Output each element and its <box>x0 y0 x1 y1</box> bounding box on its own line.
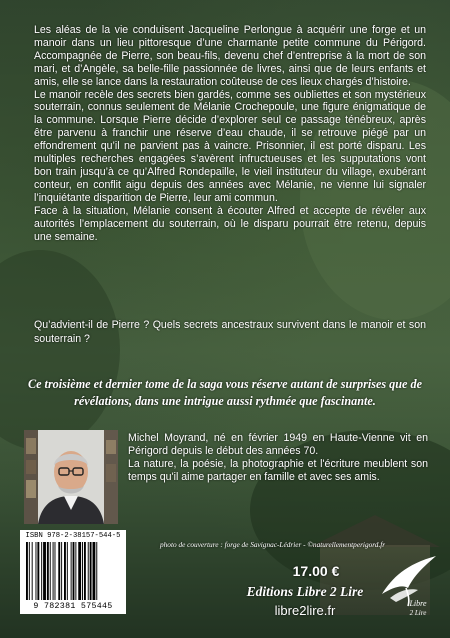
barcode-digits: 9 782381 575445 <box>33 602 113 611</box>
tagline: Ce troisième et dernier tome de la saga vous réserve autant de surprises que de révélations, dans une intrigue aussi rythmée que fascinante. <box>27 377 423 408</box>
barcode-bar <box>64 542 66 600</box>
barcode-bar <box>26 542 28 600</box>
barcode-bar <box>75 542 76 600</box>
barcode-bar <box>43 542 46 600</box>
synopsis-paragraph-3: Face à la situation, Mélanie consent à écouter Alfred et accepte de révéler aux autorités l’emplacement du souterrain, où le disparu pourrait être retenu, depuis une semaine. <box>34 204 426 243</box>
barcode-bars-icon <box>26 542 120 600</box>
barcode-bar <box>50 542 51 600</box>
barcode-bar <box>36 542 37 600</box>
synopsis-question: Qu’advient-il de Pierre ? Quels secrets ancestraux survivent dans le manoir et son souterrain ? <box>34 319 426 345</box>
author-portrait-icon <box>24 430 118 524</box>
author-bio-paragraph-1: Michel Moyrand, né en février 1949 en Haute-Vienne vit en Périgord depuis le début des années 70. <box>128 432 428 457</box>
barcode-bar <box>47 542 49 600</box>
barcode-bar <box>58 542 60 600</box>
author-bio <box>128 432 428 484</box>
synopsis <box>34 24 426 243</box>
background-foliage <box>0 250 120 450</box>
publisher-logo <box>378 554 440 618</box>
barcode-bar <box>41 542 42 600</box>
isbn-label: ISBN 978-2-38157-544-5 <box>25 532 121 540</box>
barcode-bar <box>29 542 30 600</box>
barcode-bar <box>55 542 56 600</box>
barcode-bar <box>61 542 62 600</box>
barcode-bar <box>82 542 83 600</box>
logo-text-line2: 2 Lire <box>409 609 427 617</box>
barcode-bar <box>73 542 75 600</box>
barcode-bar <box>84 542 86 600</box>
author-bio-paragraph-2: La nature, la poésie, la photographie et l'écriture meublent son temps qu'il aime partager en famille et avec ses amis. <box>128 457 428 483</box>
synopsis-paragraph-2: Le manoir recèle des secrets bien gardés, comme ses oubliettes et son mystérieux souterrain, connus seulement de Mélanie Crochepoule, une figure énigmatique de la commune. Lorsque Pierre décide d’explorer seul ce passage ténébreux, après être parvenu à franchir une réserve d’eau chaude, il se retrouve piégé par un effondrement qu’il ne parvient pas à vaincre. Prisonnier, il est porté disparu. Les multiples recherches engagées s’avèrent infructueuses et les supputations vont bon train jusqu’à ce qu’Alfred Rondepaille, le vieil instituteur du village, exubérant conteur, en conflit aigu depuis des années avec Mélanie, ne vienne lui signaler l’inquiétante disparition de Pierre, leur ami commun. <box>34 88 426 204</box>
isbn-barcode <box>20 530 126 614</box>
barcode-bar <box>71 542 72 600</box>
publisher-website[interactable]: libre2lire.fr <box>274 603 336 618</box>
barcode-bar <box>88 542 89 600</box>
barcode-bar <box>32 542 33 600</box>
author-photo <box>24 430 118 524</box>
barcode-bar <box>37 542 39 600</box>
synopsis-paragraph-1: Les aléas de la vie conduisent Jacqueline Perlongue à acquérir une forge et un manoir dans un lieu pittoresque d’une charmante petite commune du Périgord. Accompagnée de Pierre, son beau-fils, devenu chef d’entreprise à la mort de son mari, et d’Angèle, sa belle-fille passionnée de livres, ainsi que de leurs enfants et amis, elle se lance dans la restauration coûteuse de ces lieux chargés d’histoire. <box>34 24 426 88</box>
barcode-bar <box>96 542 97 600</box>
publisher-name: Editions Libre 2 Lire <box>246 584 364 599</box>
barcode-bar <box>67 542 68 600</box>
barcode-bar <box>78 542 81 600</box>
barcode-bar <box>90 542 92 600</box>
logo-text-line1: Libre <box>409 599 427 608</box>
winged-figure-logo-icon <box>378 554 440 618</box>
barcode-bar <box>93 542 96 600</box>
barcode-bar <box>53 542 54 600</box>
photo-credit: photo de couverture : forge de Savignac-Lédrier - ©naturellementperigord.fr <box>160 540 386 549</box>
price: 17.00 € <box>292 563 340 579</box>
